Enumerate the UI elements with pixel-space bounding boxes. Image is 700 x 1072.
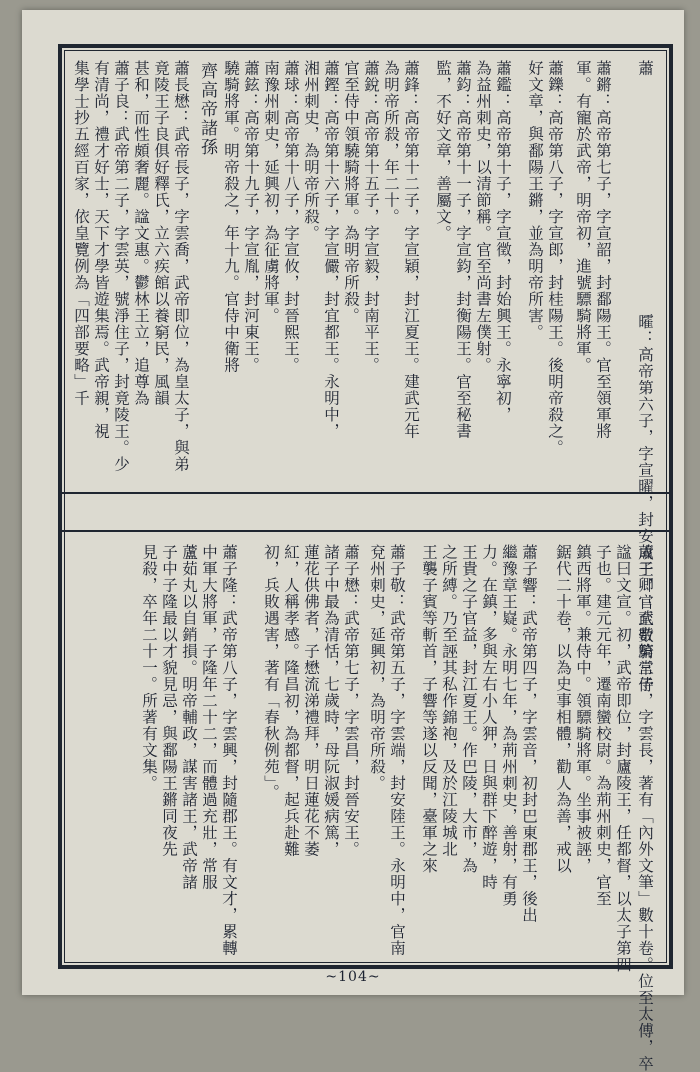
entry-zimao: 蕭子懋：武帝第七子，字雲昌，封晉安王。 [342,544,360,858]
panel-divider [62,492,669,532]
entry-zijing: 蕭子敬：武帝第五子，字雲端，封安陸王。永明中，官南 [388,544,406,957]
entry-zilong-4: 子中子隆最以才貌見忌，與鄱陽王鏘同夜先 [160,544,178,858]
entry-zixiang-6: 王襲子賓等斬首，子響等遂以反聞，臺軍之來 [420,544,438,874]
entry-zimao-3: 蓮花供佛者，子懋流涕禮拜，明日蓮花不萎 [302,544,320,858]
entry-zijing-2: 兗州刺史，延興初，為明帝所殺。 [368,544,386,792]
entry-zixiang-5: 之所縛。乃至誣其私作錦袍，及於江陵城北 [440,544,458,858]
entry-rui-2: 官至侍中領驍騎將軍。為明帝所殺。 [342,60,360,324]
entry-zimao-4: 紅，人稱孝感。隆昌初，為都督，起兵赴難 [282,544,300,858]
entry-ziqing-4: 鎮西將軍。兼侍中。領驃騎將軍。坐事被誣， [574,544,592,874]
entry-qiang-2: 軍。有寵於武帝，明帝初，進號驃騎將軍。 [574,60,592,374]
entry-ziqing-5: 鋸代二十卷，以為史事相體，勸人為善，戒以 [554,544,572,874]
entry-changmao: 蕭長懋：武帝長子，字雲喬，武帝即位，為皇太子，與弟 [172,60,190,473]
entry-zimao-2: 諸子中最為清恬，七歲時，母阮淑媛病篤， [322,544,340,858]
entry-zixiang-3: 力。在鎮，多與左右小人狎，日與群下醉遊，時 [480,544,498,891]
entry-shuo: 蕭鑠：高帝第八子，字宣郎，封桂陽王。後明帝殺之。 [546,60,564,456]
entry-shuo-2: 好文章，與鄱陽王鏘，並為明帝所害。 [526,60,544,341]
entry-ziqing-2: 諡曰文宣。初，武帝即位，封廬陵王，任都督，以太子第四 [614,544,632,973]
entry-xuan: 蕭鉉：高帝第十九子，字宣胤，封河東王。 [242,60,260,374]
entry-ye: 蕭 曤：高帝第六子，字宣曜，封安成王，官至數騎常侍 [636,60,654,693]
page-number: ~104~ [325,969,381,985]
section-heading: 齊高帝諸孫 [197,62,217,157]
entry-keng-2: 湘州刺史，為明帝所殺。 [302,60,320,242]
entry-qiu-2: 南豫州刺史，延興初，為征虜將軍。 [262,60,280,324]
entry-feng-2: 為明帝所殺，年二十。 [382,60,400,225]
entry-keng: 蕭鏗：高帝第十六子，字宣儼，封宜都王。永明中， [322,60,340,440]
book-page [22,10,684,1072]
entry-zilong-3: 蘆茹丸以自銷損。明帝輔政，謀害諸王，武帝諸 [180,544,198,891]
entry-jian-2: 為益州刺史，以清節稱。官至尚書左僕射。 [474,60,492,374]
entry-zilong: 蕭子隆：武帝第八子，字雲興，封隨郡王。有文才，累轉 [220,544,238,957]
entry-changmao-3: 甚和，而性頗奢麗。諡文惠。鬱林王立，追尊為 [132,60,150,407]
entry-zilong-5: 見殺，卒年二十一。所著有文集。 [140,544,158,792]
entry-changmao-2: 竟陵王子良俱好釋氏，立六疾館以養窮民，風韻 [152,60,170,407]
entry-ziliang: 蕭子良：武帝第二子，字雲英，號淨住子，封竟陵王。少 [112,60,130,473]
entry-jun: 蕭鈞：高帝第十一子，字宣鈞，封衡陽王。官至秘書 [454,60,472,440]
entry-ziqing-3: 子也。建元元年，遷南蠻校尉。為荊州刺史，官至 [594,544,612,907]
entry-xuan-2: 驍騎將軍。明帝殺之，年十九。官侍中衛將 [222,60,240,374]
entry-jun-2: 監，不好文章，善屬文。 [434,60,452,242]
entry-ziliang-2: 有清尚，禮才好士，天下才學皆遊集焉。武帝親，視 [92,60,110,440]
entry-ziqing: 蕭子卿：武帝第三子，字雲長，著有「內外文筆」數十卷。位至太傅，卒 [636,544,654,1072]
entry-ziliang-3: 集學士抄五經百家，依皇覽例為「四部要略」千 [72,60,90,407]
entry-rui: 蕭銳：高帝第十五子，字宣毅，封南平王。 [362,60,380,374]
entry-zimao-5: 初，兵敗遇害，著有「春秋例苑」。 [262,544,280,801]
entry-zilong-2: 中軍大將軍，子隆年二十二，而體過充壯，常服 [200,544,218,891]
entry-zixiang-2: 繼豫章王嶷。永明七年，為荊州刺史，善射，有勇 [500,544,518,907]
entry-feng: 蕭鋒：高帝第十二子，字宣穎，封江夏王。建武元年 [402,60,420,440]
entry-qiu: 蕭球：高帝第十八子，字宣攸，封晉熙王。 [282,60,300,374]
entry-jian: 蕭鑑：高帝第十子，字宣徵，封始興王。永寧初， [494,60,512,423]
entry-zixiang-4: 王貴之子官益，封江夏王。作巴陵，大市，為 [460,544,478,874]
entry-qiang: 蕭鏘：高帝第七子，字宣韶，封鄱陽王。官至領軍將 [594,60,612,440]
entry-zixiang: 蕭子響：武帝第四子，字雲音，初封巴東郡王，後出 [520,544,538,924]
